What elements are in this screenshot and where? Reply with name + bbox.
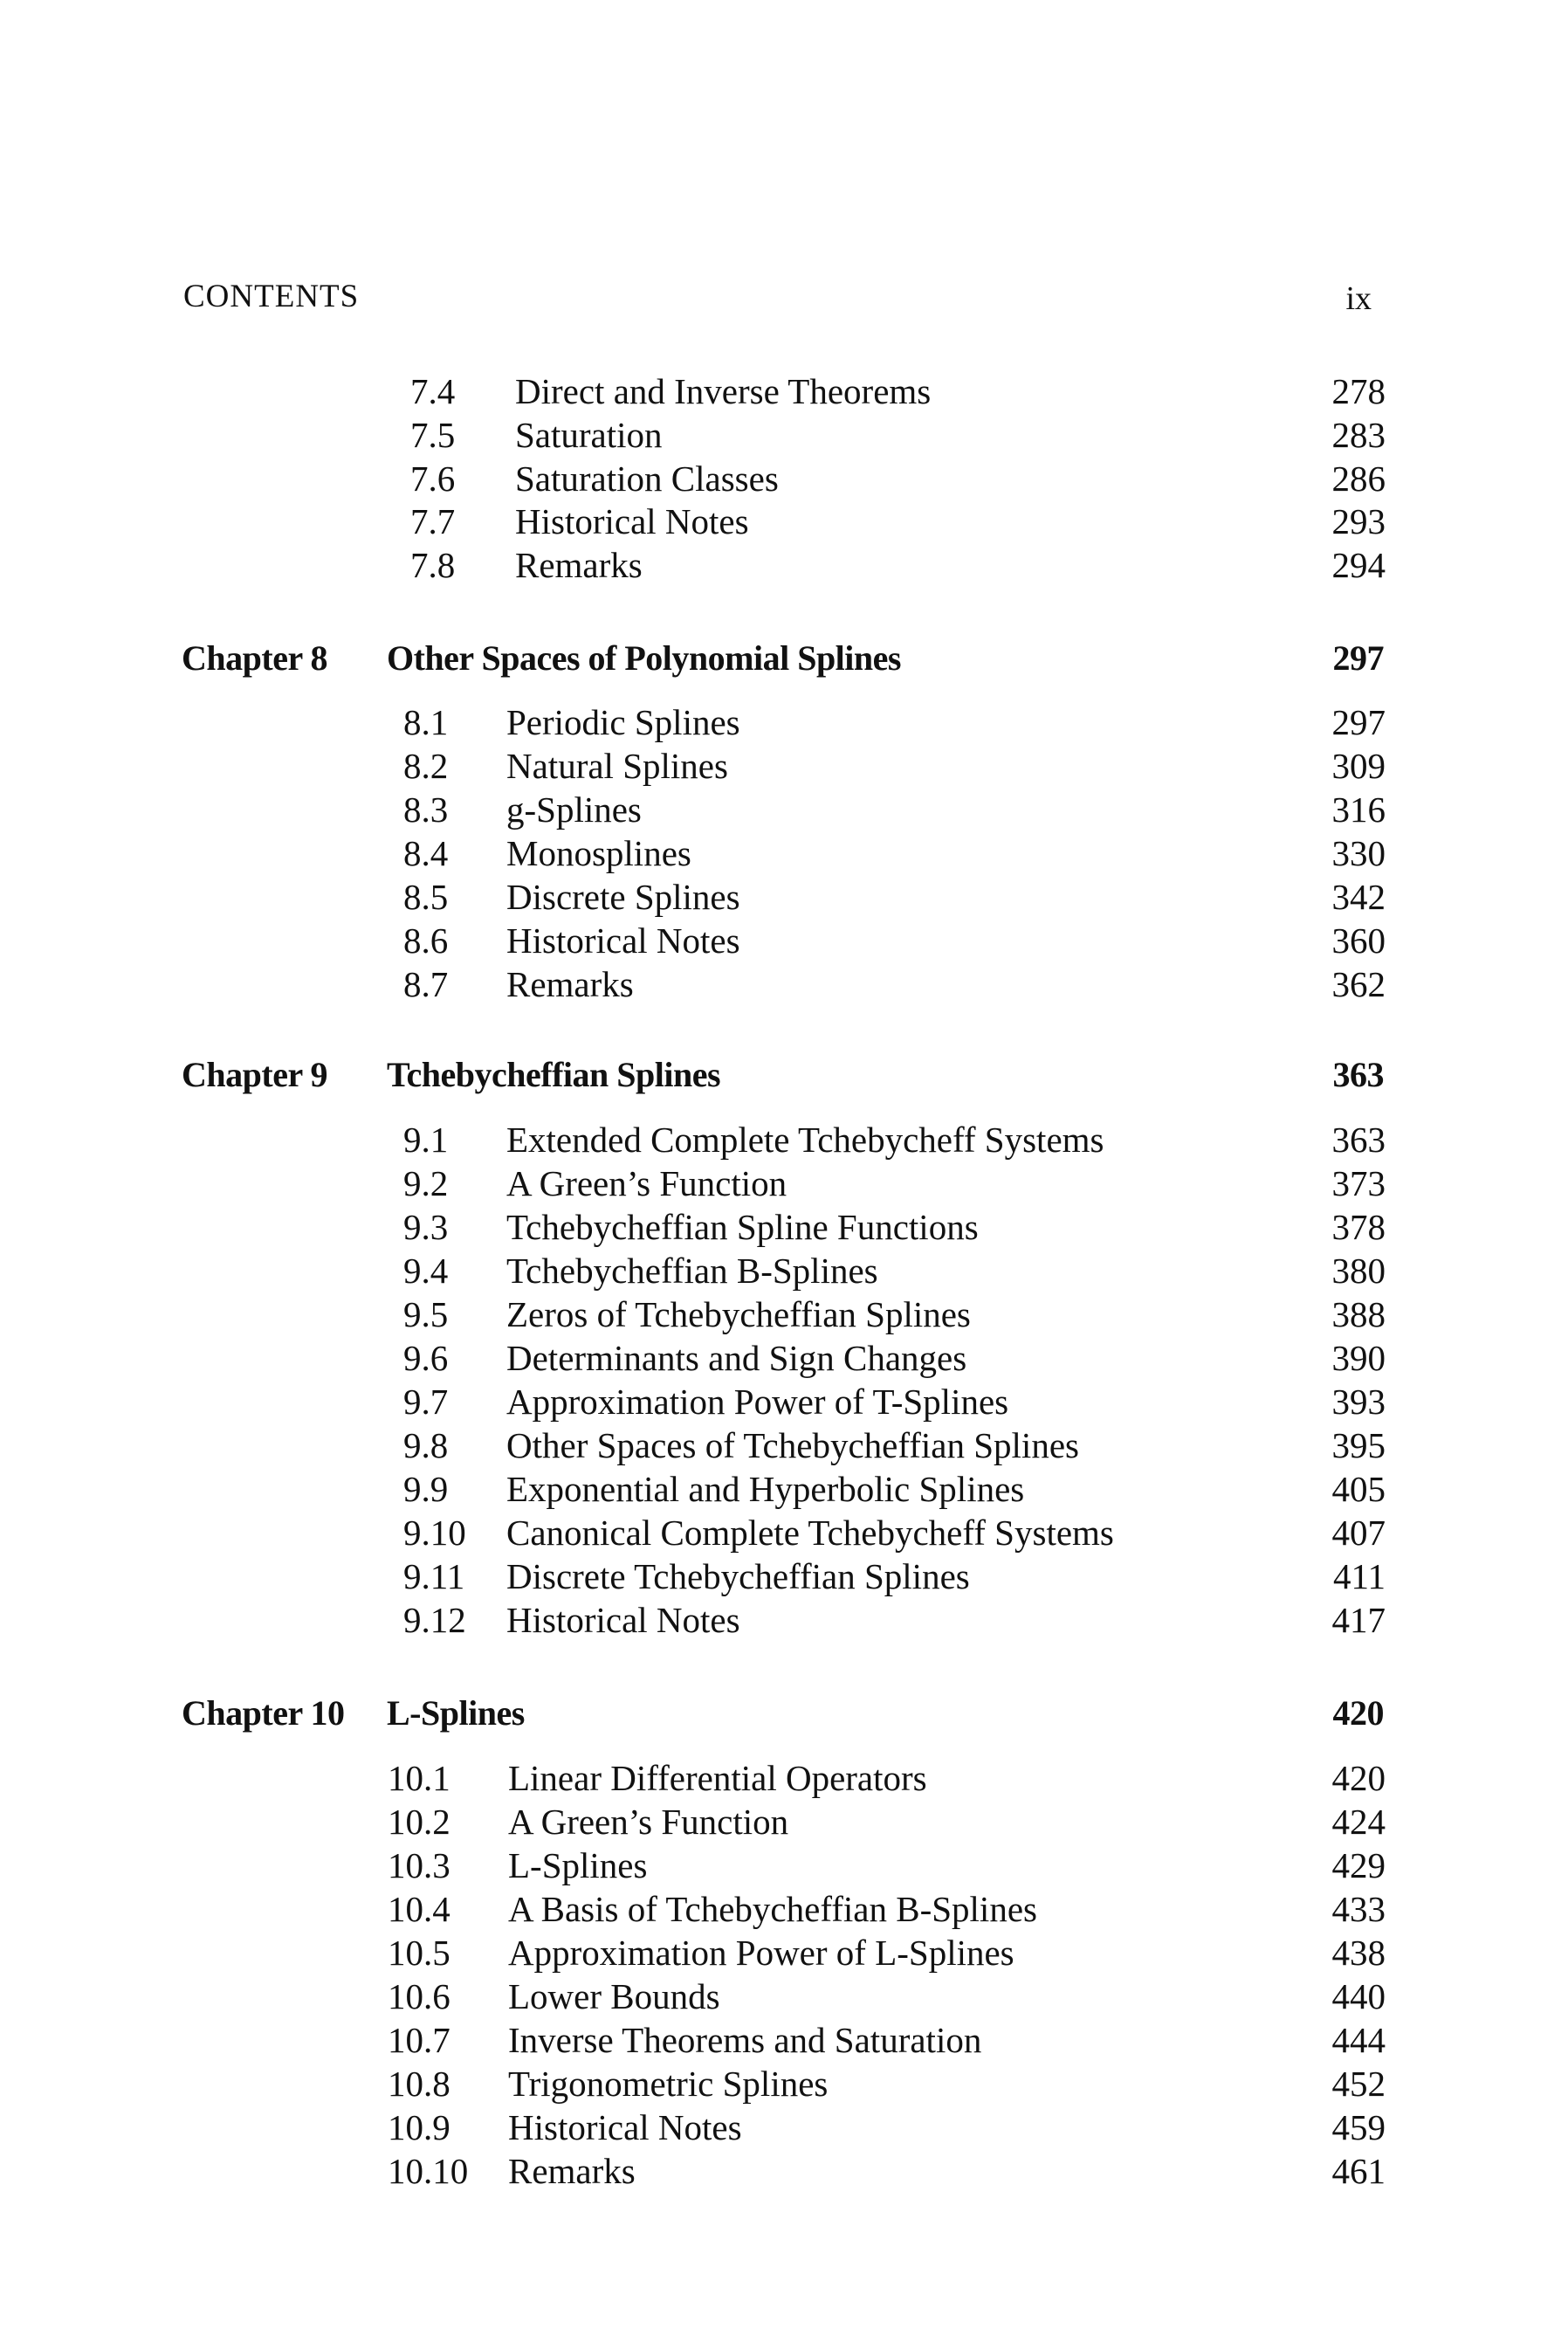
section-title: Tchebycheffian B-Splines [506,1251,878,1291]
section-title: Trigonometric Splines [508,2064,829,2104]
section-page: 405 [1331,1469,1386,1509]
toc-entry [403,787,1386,832]
toc-entry [403,830,1386,876]
toc-entry [410,499,1386,544]
section-title: Approximation Power of L-Splines [508,1933,1014,1973]
toc-entry [403,1510,1386,1555]
section-page: 429 [1331,1845,1386,1885]
section-title: Historical Notes [515,501,749,541]
section-number: 7.4 [410,371,456,411]
section-number: 8.2 [403,746,449,786]
section-number: 8.3 [403,789,449,830]
toc-entry [410,456,1386,501]
section-number: 8.1 [403,702,449,742]
section-page: 424 [1331,1802,1386,1842]
section-title: Canonical Complete Tchebycheff Systems [506,1513,1114,1553]
toc-entry [403,699,1386,745]
section-number: 10.3 [388,1845,450,1885]
section-page: 278 [1331,371,1386,411]
toc-entry [403,874,1386,920]
section-title: L-Splines [508,1845,648,1885]
section-page: 438 [1331,1933,1386,1973]
section-number: 9.8 [403,1425,449,1465]
section-page: 293 [1331,501,1386,541]
section-title: Historical Notes [508,2107,742,2147]
toc-entry [403,1554,1386,1599]
section-number: 10.8 [388,2064,450,2104]
section-page: 395 [1331,1425,1386,1465]
section-page: 380 [1331,1251,1386,1291]
section-number: 10.6 [388,1976,450,2016]
section-number: 9.5 [403,1294,449,1334]
section-number: 9.3 [403,1207,449,1247]
section-page: 440 [1331,1976,1386,2016]
toc-entry [388,2017,1386,2063]
section-page: 407 [1331,1513,1386,1553]
section-title: Other Spaces of Tchebycheffian Splines [506,1425,1079,1465]
section-page: 388 [1331,1294,1386,1334]
section-title: Historical Notes [506,920,740,961]
section-title: Saturation [515,415,663,455]
section-title: Saturation Classes [515,458,779,499]
section-number: 9.4 [403,1251,449,1291]
chapter-label: Chapter 8 [182,638,327,678]
section-title: Exponential and Hyperbolic Splines [506,1469,1025,1509]
section-number: 7.6 [410,458,456,499]
toc-entry [403,1423,1386,1468]
toc-entry [388,2148,1386,2194]
section-title: Determinants and Sign Changes [506,1338,967,1378]
section-number: 8.4 [403,833,449,873]
header-title: CONTENTS [183,279,360,314]
section-title: Remarks [506,964,634,1004]
section-title: Monosplines [506,833,691,873]
toc-entry [403,961,1386,1007]
toc-entry [388,1974,1386,2019]
toc-entry [388,2061,1386,2106]
section-page: 363 [1331,1120,1386,1160]
toc-entry [403,918,1386,963]
toc-entry [388,2105,1386,2150]
section-number: 10.2 [388,1802,450,1842]
section-page: 420 [1331,1758,1386,1798]
section-title: A Basis of Tchebycheffian B-Splines [508,1889,1037,1929]
section-number: 7.8 [410,545,456,585]
section-number: 9.10 [403,1513,466,1553]
section-page: 330 [1331,833,1386,873]
toc-entry [403,1379,1386,1424]
chapter-title: Tchebycheffian Splines [387,1055,721,1094]
section-title: Direct and Inverse Theorems [515,371,932,411]
chapter-label: Chapter 9 [182,1055,327,1094]
header-page-number: ix [1345,280,1372,317]
section-page: 459 [1331,2107,1386,2147]
section-number: 9.7 [403,1382,449,1422]
section-page: 373 [1331,1163,1386,1203]
section-title: Periodic Splines [506,702,740,742]
section-number: 10.7 [388,2020,450,2060]
toc-entry [403,1335,1386,1381]
section-page: 417 [1331,1600,1386,1640]
section-page: 362 [1331,964,1386,1004]
section-number: 10.9 [388,2107,450,2147]
chapter-title: L-Splines [387,1693,525,1733]
section-number: 8.5 [403,877,449,917]
section-number: 9.2 [403,1163,449,1203]
section-page: 309 [1331,746,1386,786]
toc-entry [403,1117,1386,1162]
section-page: 342 [1331,877,1386,917]
section-title: Approximation Power of T-Splines [506,1382,1009,1422]
section-title: Lower Bounds [508,1976,720,2016]
section-title: Linear Differential Operators [508,1758,927,1798]
section-number: 9.11 [403,1556,465,1596]
chapter-title: Other Spaces of Polynomial Splines [387,638,901,678]
toc-entry [410,412,1386,458]
section-title: Historical Notes [506,1600,740,1640]
section-title: A Green’s Function [506,1163,787,1203]
section-number: 7.7 [410,501,456,541]
toc-entry [388,1799,1386,1844]
section-title: Tchebycheffian Spline Functions [506,1207,979,1247]
section-title: A Green’s Function [508,1802,789,1842]
toc-entry [403,1204,1386,1250]
section-page: 390 [1331,1338,1386,1378]
section-page: 286 [1331,458,1386,499]
section-page: 452 [1331,2064,1386,2104]
section-page: 360 [1331,920,1386,961]
section-title: Natural Splines [506,746,728,786]
toc-entry [403,1292,1386,1337]
section-number: 7.5 [410,415,456,455]
section-page: 433 [1331,1889,1386,1929]
toc-entry [403,1161,1386,1206]
section-number: 10.5 [388,1933,450,1973]
toc-entry [403,1248,1386,1293]
section-number: 9.6 [403,1338,449,1378]
toc-entry [388,1886,1386,1932]
chapter-heading [182,634,1384,683]
section-page: 461 [1331,2151,1386,2191]
section-number: 9.9 [403,1469,449,1509]
section-title: Inverse Theorems and Saturation [508,2020,982,2060]
toc-entry [388,1843,1386,1888]
section-title: Remarks [508,2151,636,2191]
toc-entry [388,1930,1386,1975]
section-number: 8.6 [403,920,449,961]
section-page: 316 [1331,789,1386,830]
section-number: 10.1 [388,1758,450,1798]
toc-entry [403,1466,1386,1512]
section-page: 297 [1331,702,1386,742]
chapter-page: 297 [1332,638,1384,678]
toc-entry [410,369,1386,414]
section-title: Discrete Splines [506,877,740,917]
chapter-page: 420 [1332,1693,1384,1733]
section-number: 9.1 [403,1120,449,1160]
toc-entry [410,542,1386,588]
section-title: Zeros of Tchebycheffian Splines [506,1294,971,1334]
section-number: 9.12 [403,1600,466,1640]
section-title: Extended Complete Tchebycheff Systems [506,1120,1104,1160]
section-page: 393 [1331,1382,1386,1422]
toc-entry [403,743,1386,789]
section-number: 8.7 [403,964,449,1004]
chapter-heading [182,1051,1384,1099]
toc-entry [388,1755,1386,1801]
chapter-label: Chapter 10 [182,1693,345,1733]
section-number: 10.4 [388,1889,450,1929]
section-title: g-Splines [506,789,642,830]
section-page: 411 [1333,1556,1386,1596]
section-title: Remarks [515,545,643,585]
section-title: Discrete Tchebycheffian Splines [506,1556,970,1596]
chapter-page: 363 [1332,1055,1384,1094]
section-page: 283 [1331,415,1386,455]
running-header [183,262,1372,317]
section-number: 10.10 [388,2151,469,2191]
section-page: 294 [1331,545,1386,585]
toc-entry [403,1597,1386,1643]
chapter-heading [182,1689,1384,1738]
section-page: 444 [1331,2020,1386,2060]
section-page: 378 [1331,1207,1386,1247]
